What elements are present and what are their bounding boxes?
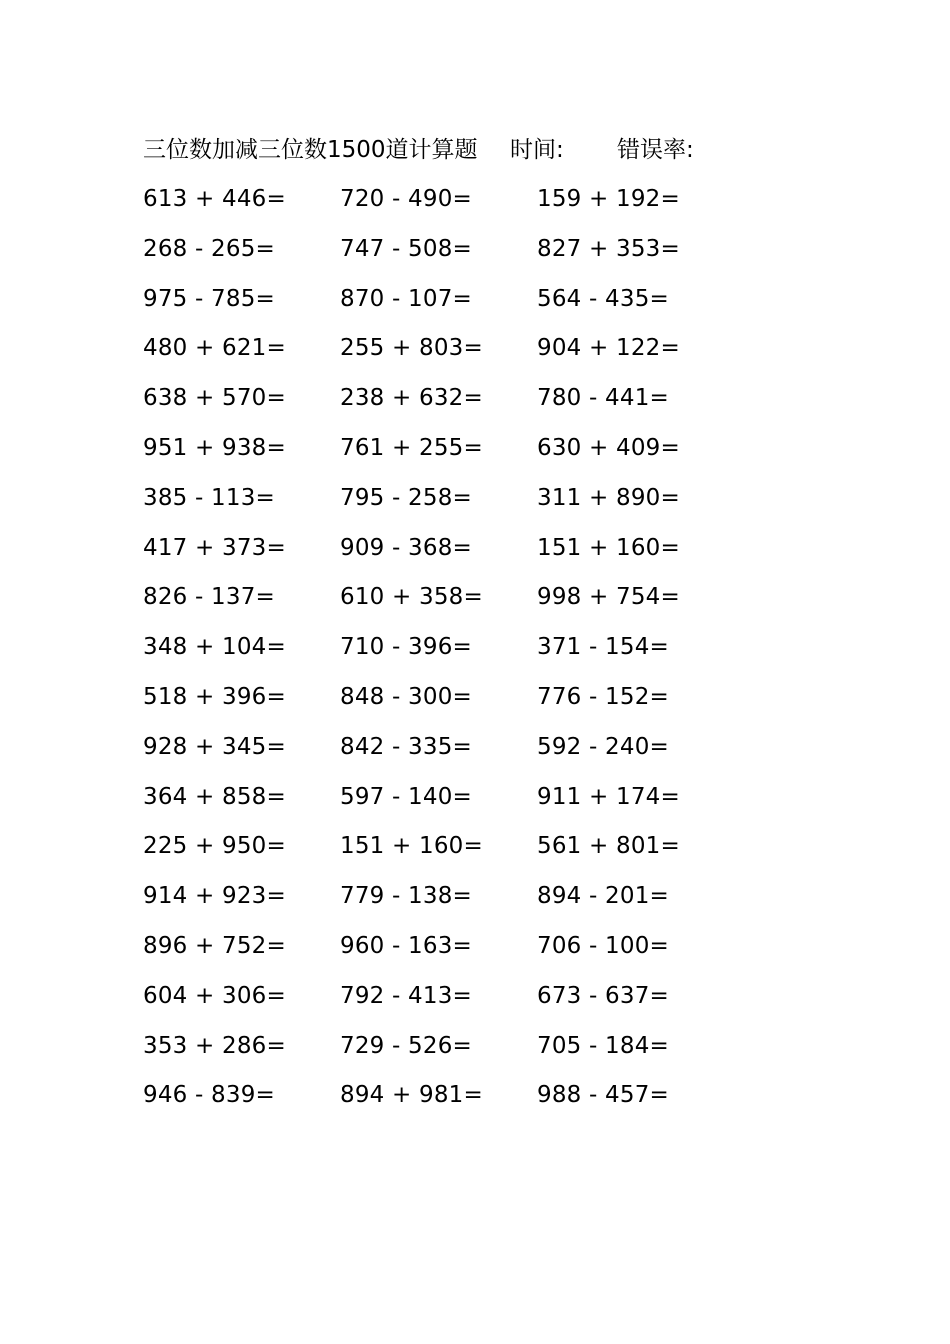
- problem-item: 848 - 300=: [340, 683, 472, 710]
- problem-item: 894 + 981=: [340, 1082, 483, 1109]
- problem-row: [143, 331, 783, 381]
- problem-item: 638 + 570=: [143, 385, 286, 412]
- time-label: 时间:: [510, 137, 564, 163]
- problem-item: 998 + 754=: [537, 584, 680, 611]
- problem-item: 946 - 839=: [143, 1082, 275, 1109]
- problem-item: 311 + 890=: [537, 484, 680, 511]
- problem-item: 238 + 632=: [340, 385, 483, 412]
- problem-item: 779 - 138=: [340, 883, 472, 910]
- problem-item: 597 - 140=: [340, 783, 472, 810]
- problem-row: [143, 929, 783, 979]
- worksheet-title: 三位数加减三位数1500道计算题: [143, 137, 478, 163]
- problem-item: 914 + 923=: [143, 883, 286, 910]
- problem-item: 673 - 637=: [537, 982, 669, 1009]
- problem-row: [143, 879, 783, 929]
- problem-item: 604 + 306=: [143, 982, 286, 1009]
- problem-item: 792 - 413=: [340, 982, 472, 1009]
- problem-item: 385 - 113=: [143, 484, 275, 511]
- problem-item: 561 + 801=: [537, 833, 680, 860]
- problem-item: 630 + 409=: [537, 434, 680, 461]
- problem-item: 827 + 353=: [537, 235, 680, 262]
- problem-item: 960 - 163=: [340, 932, 472, 959]
- problem-item: 364 + 858=: [143, 783, 286, 810]
- problem-item: 371 - 154=: [537, 634, 669, 661]
- problem-item: 904 + 122=: [537, 335, 680, 362]
- problem-row: [143, 431, 783, 481]
- problem-row: [143, 829, 783, 879]
- problem-row: [143, 381, 783, 431]
- problem-item: 780 - 441=: [537, 385, 669, 412]
- problem-row: [143, 780, 783, 830]
- problem-item: 761 + 255=: [340, 434, 483, 461]
- problem-row: [143, 979, 783, 1029]
- problem-row: [143, 232, 783, 282]
- problem-item: 613 + 446=: [143, 186, 286, 212]
- problem-item: 951 + 938=: [143, 434, 286, 461]
- problem-row: [143, 531, 783, 581]
- problem-item: 911 + 174=: [537, 783, 680, 810]
- problem-item: 826 - 137=: [143, 584, 275, 611]
- problem-item: 348 + 104=: [143, 634, 286, 661]
- problem-item: 706 - 100=: [537, 932, 669, 959]
- problem-item: 151 + 160=: [340, 833, 483, 860]
- problem-item: 592 - 240=: [537, 733, 669, 760]
- problem-row: [143, 1029, 783, 1079]
- problem-item: 268 - 265=: [143, 235, 275, 262]
- problem-item: 975 - 785=: [143, 285, 275, 312]
- problem-item: 705 - 184=: [537, 1032, 669, 1059]
- problem-item: 776 - 152=: [537, 683, 669, 710]
- problem-item: 909 - 368=: [340, 534, 472, 561]
- problem-item: 747 - 508=: [340, 235, 472, 262]
- problem-item: 720 - 490=: [340, 186, 472, 212]
- problem-item: 894 - 201=: [537, 883, 669, 910]
- problem-row: [143, 182, 783, 232]
- problem-row: [143, 481, 783, 531]
- problem-item: 795 - 258=: [340, 484, 472, 511]
- problem-item: 225 + 950=: [143, 833, 286, 860]
- problem-item: 518 + 396=: [143, 683, 286, 710]
- problem-item: 480 + 621=: [143, 335, 286, 362]
- problem-row: [143, 680, 783, 730]
- error-rate-label: 错误率:: [617, 137, 694, 163]
- problem-item: 353 + 286=: [143, 1032, 286, 1059]
- problem-item: 842 - 335=: [340, 733, 472, 760]
- problem-item: 255 + 803=: [340, 335, 483, 362]
- problem-item: 896 + 752=: [143, 932, 286, 959]
- problem-row: [143, 1078, 783, 1128]
- problem-item: 151 + 160=: [537, 534, 680, 561]
- problem-item: 928 + 345=: [143, 733, 286, 760]
- problem-item: 564 - 435=: [537, 285, 669, 312]
- problem-item: 870 - 107=: [340, 285, 472, 312]
- problem-item: 710 - 396=: [340, 634, 472, 661]
- problem-row: [143, 630, 783, 680]
- problem-item: 417 + 373=: [143, 534, 286, 561]
- problem-grid: [143, 182, 783, 1128]
- problem-item: 988 - 457=: [537, 1082, 669, 1109]
- problem-item: 159 + 192=: [537, 186, 680, 212]
- problem-row: [143, 730, 783, 780]
- problem-item: 610 + 358=: [340, 584, 483, 611]
- problem-row: [143, 282, 783, 332]
- problem-item: 729 - 526=: [340, 1032, 472, 1059]
- problem-row: [143, 580, 783, 630]
